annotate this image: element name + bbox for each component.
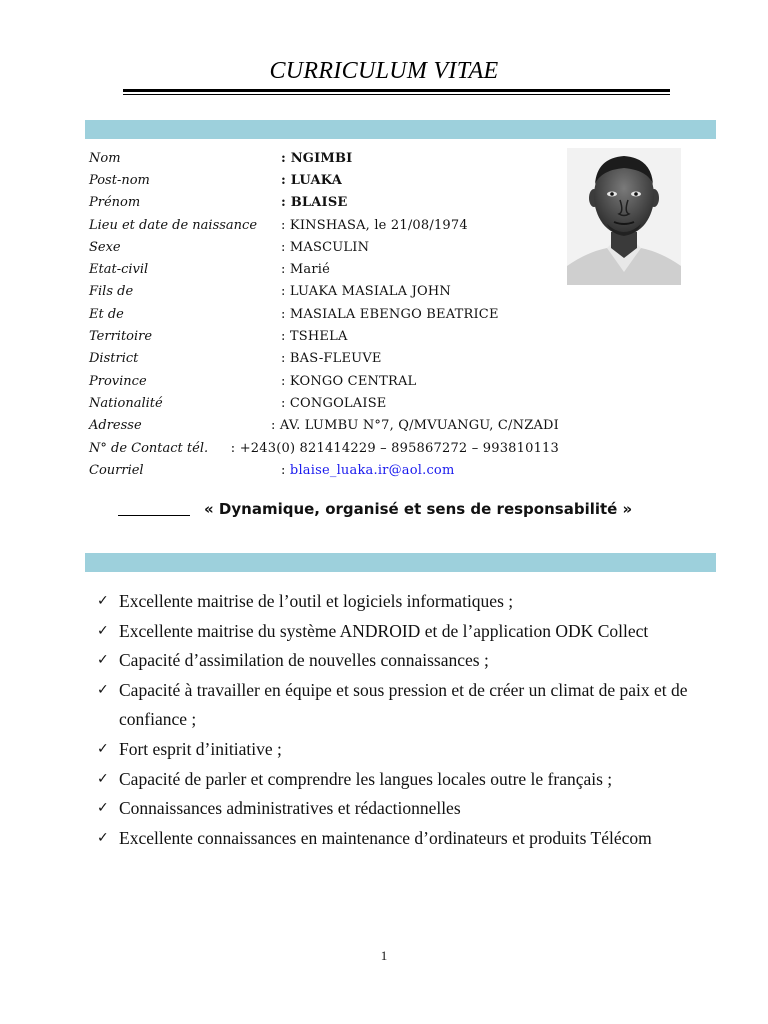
email-value bbox=[281, 463, 559, 478]
email-prefix: : bbox=[281, 462, 290, 478]
skill-text: Excellente maitrise du système ANDROID et de l’application ODK Collect bbox=[119, 620, 649, 641]
identity-row-email bbox=[89, 459, 559, 481]
identity-label: Fils de bbox=[89, 284, 134, 300]
identity-value: : MASCULIN bbox=[281, 239, 370, 255]
list-item bbox=[97, 676, 727, 735]
identity-label: Sexe bbox=[89, 239, 121, 255]
identity-row bbox=[89, 370, 559, 392]
identity-value: : Marié bbox=[281, 262, 331, 278]
identity-label: Etat-civil bbox=[89, 262, 149, 278]
identity-row bbox=[89, 258, 559, 280]
identity-value: : LUAKA bbox=[281, 172, 343, 188]
identity-label: N° de Contact tél. bbox=[89, 440, 209, 456]
cv-title: CURRICULUM VITAE bbox=[269, 58, 499, 84]
identity-row bbox=[89, 236, 559, 258]
identity-value: : AV. LUMBU N°7, Q/MVUANGU, C/NZADI bbox=[270, 418, 559, 434]
page-number: 1 bbox=[380, 948, 388, 963]
identity-label: Adresse bbox=[89, 418, 142, 434]
identity-value: : KINSHASA, le 21/08/1974 bbox=[281, 217, 468, 233]
portrait-icon bbox=[567, 148, 681, 285]
list-item bbox=[97, 617, 727, 647]
identity-table bbox=[89, 147, 559, 481]
identity-label: Et de bbox=[89, 306, 124, 322]
identity-value: : BLAISE bbox=[281, 195, 348, 211]
list-item bbox=[97, 587, 727, 617]
identity-label: Territoire bbox=[89, 329, 153, 345]
identity-value: : TSHELA bbox=[281, 329, 348, 345]
motto-text: « Dynamique, organisé et sens de responsabilité » bbox=[204, 500, 633, 518]
identity-value: : MASIALA EBENGO BEATRICE bbox=[281, 306, 499, 322]
title-rule-thin bbox=[123, 94, 670, 95]
identity-value: : KONGO CENTRAL bbox=[281, 373, 417, 389]
identity-row bbox=[89, 214, 559, 236]
email-label: Courriel bbox=[89, 462, 144, 478]
list-item bbox=[97, 794, 727, 824]
identity-label: Lieu et date de naissance bbox=[89, 217, 258, 233]
check-icon: ✓ bbox=[97, 800, 109, 817]
identity-value: : NGIMBI bbox=[281, 150, 353, 166]
identity-row bbox=[89, 392, 559, 414]
identity-row bbox=[89, 325, 559, 347]
check-icon: ✓ bbox=[97, 622, 109, 639]
profile-photo bbox=[567, 148, 681, 285]
identity-value: : +243(0) 821414229 – 895867272 – 993810113 bbox=[230, 440, 559, 456]
section-band-identity bbox=[85, 120, 716, 139]
list-item bbox=[97, 765, 727, 795]
identity-row bbox=[89, 281, 559, 303]
title-rule bbox=[123, 89, 670, 92]
identity-value: : CONGOLAISE bbox=[281, 395, 387, 411]
check-icon: ✓ bbox=[97, 681, 109, 698]
check-icon: ✓ bbox=[97, 593, 109, 609]
check-icon: ✓ bbox=[97, 740, 109, 757]
identity-label: Nationalité bbox=[89, 395, 163, 411]
motto bbox=[118, 500, 632, 518]
identity-row bbox=[89, 169, 559, 191]
identity-value: : LUAKA MASIALA JOHN bbox=[281, 284, 451, 300]
identity-label: District bbox=[89, 351, 139, 367]
list-item bbox=[97, 824, 727, 854]
identity-label: Post-nom bbox=[89, 172, 150, 188]
list-item bbox=[97, 646, 727, 676]
identity-row bbox=[89, 415, 559, 437]
identity-row bbox=[89, 348, 559, 370]
motto-blank-line bbox=[118, 515, 190, 516]
identity-value: : BAS-FLEUVE bbox=[281, 351, 382, 367]
list-item bbox=[97, 735, 727, 765]
skill-text: Capacité d’assimilation de nouvelles connaissances ; bbox=[119, 650, 489, 671]
identity-row bbox=[89, 147, 559, 169]
identity-row bbox=[89, 437, 559, 459]
identity-row bbox=[89, 303, 559, 325]
skill-text: Excellente connaissances en maintenance d’ordinateurs et produits Télécom bbox=[119, 827, 652, 848]
skills-list bbox=[97, 587, 727, 853]
identity-label: Nom bbox=[89, 150, 121, 166]
identity-row bbox=[89, 192, 559, 214]
check-icon: ✓ bbox=[97, 829, 109, 846]
section-band-skills bbox=[85, 553, 716, 572]
identity-label: Prénom bbox=[89, 195, 141, 211]
check-icon: ✓ bbox=[97, 770, 109, 787]
skill-text: Capacité de parler et comprendre les langues locales outre le français ; bbox=[119, 768, 613, 789]
skill-text: Capacité à travailler en équipe et sous pression et de créer un climat de paix et de confiance ; bbox=[119, 679, 688, 730]
email-link[interactable]: blaise_luaka.ir@aol.com bbox=[289, 462, 455, 478]
skill-text: Fort esprit d’initiative ; bbox=[119, 738, 282, 759]
check-icon: ✓ bbox=[97, 652, 109, 669]
skill-text: Excellente maitrise de l’outil et logiciels informatiques ; bbox=[119, 591, 514, 611]
identity-label: Province bbox=[89, 373, 147, 389]
skill-text: Connaissances administratives et rédactionnelles bbox=[119, 798, 461, 819]
